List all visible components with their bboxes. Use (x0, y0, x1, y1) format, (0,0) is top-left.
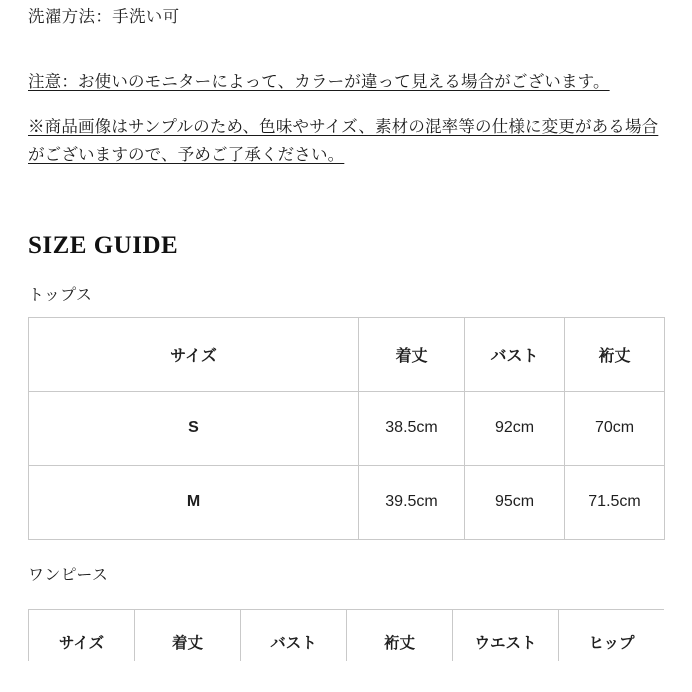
notice-line-2: ※商品画像はサンプルのため、色味やサイズ、素材の混率等の仕様に変更がある場合がございますので、予めご了承ください。 (28, 117, 659, 165)
table-row (29, 391, 665, 465)
tops-size-table (28, 317, 665, 540)
table-header-cell: サイズ (29, 609, 135, 661)
table-header-row (29, 609, 665, 661)
table-header-cell: ウエスト (453, 609, 559, 661)
tops-table-label: トップス (28, 286, 93, 304)
table-cell-value: 38.5cm (359, 391, 465, 465)
table-header-cell: 裄丈 (347, 609, 453, 661)
table-header-cell: 着丈 (135, 609, 241, 661)
care-instruction-text: 洗濯方法：手洗い可 (28, 8, 180, 26)
table-header-cell: 裄丈 (565, 317, 665, 391)
table-header-cell: バスト (241, 609, 347, 661)
table-cell-value: 39.5cm (359, 465, 465, 539)
table-header-cell: ヒップ (559, 609, 665, 661)
table-header-cell: サイズ (29, 317, 359, 391)
table-header-cell: バスト (465, 317, 565, 391)
table-cell-size: M (29, 465, 359, 539)
table-cell-value: 70cm (565, 391, 665, 465)
onepiece-table-container (28, 597, 664, 661)
onepiece-table-label: ワンピース (28, 566, 109, 584)
table-cell-value: 92cm (465, 391, 565, 465)
table-cell-value: 95cm (465, 465, 565, 539)
size-guide-heading: SIZE GUIDE (28, 231, 179, 259)
table-row (29, 465, 665, 539)
table-header-cell: 着丈 (359, 317, 465, 391)
notice-line-1: 注意：お使いのモニターによって、カラーが違って見える場合がございます。 (28, 73, 610, 92)
table-cell-value: 71.5cm (565, 465, 665, 539)
table-header-row (29, 317, 665, 391)
notice-block (28, 68, 664, 169)
table-cell-size: S (29, 391, 359, 465)
onepiece-size-table (28, 609, 664, 661)
